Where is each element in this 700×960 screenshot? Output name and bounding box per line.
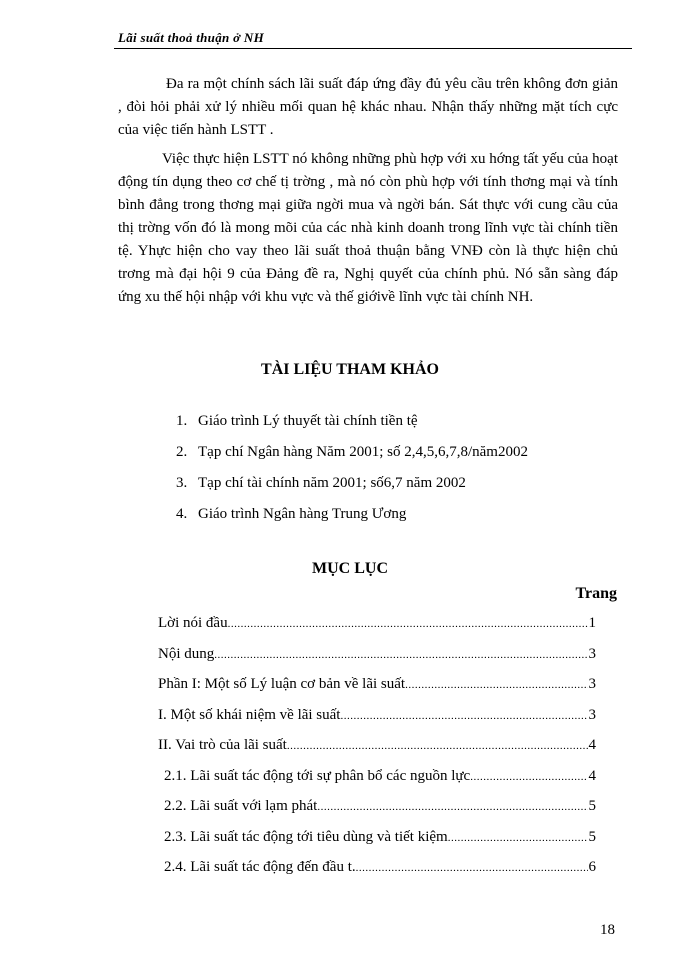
reference-text: Tạp chí tài chính năm 2001; số6,7 năm 2002 xyxy=(198,475,466,491)
paragraph-2: Việc thực hiện LSTT nó không những phù hợp với xu hớng tất yếu của hoạt động tín dụng theo cơ chế tị trờng , mà nó còn phù hợp với tính thơng mại và tính bình đẳng trong thơng mại giữa ngời mua và ngời bán. Sát thực với cung cầu của thị trờng vốn đó là mong mõi của các nhà kinh doanh trong lĩnh vực tài chính tiền tệ. Yhực hiện cho vay theo lãi suất thoả thuận bằng VNĐ còn là thực hiện chủ trơng mà đại hội 9 của Đảng đề ra, Nghị quyết của chính phủ. Nó sẵn sàng đáp ứng xu thế hội nhập với khu vực và thế giớivề lĩnh vực tài chính NH. xyxy=(118,151,618,305)
reference-item: 2. Tạp chí Ngân hàng Năm 2001; số 2,4,5,6,7,8/năm2002 xyxy=(176,444,528,460)
reference-text: Giáo trình Lý thuyết tài chính tiền tệ xyxy=(198,413,418,429)
dot-leader xyxy=(287,735,588,757)
reference-item: 3. Tạp chí tài chính năm 2001; số6,7 năm 2002 xyxy=(176,475,466,491)
toc-entry: 2.2. Lãi suất với lạm phát ..... 5 xyxy=(158,795,596,826)
toc-entry: 2.1. Lãi suất tác động tới sự phân bổ các nguồn lực ..... 4 xyxy=(158,765,596,796)
toc-entry: I. Một số khái niệm về lãi suất ..... 3 xyxy=(158,704,596,735)
references-heading: TÀI LIỆU THAM KHẢO xyxy=(261,361,439,378)
running-header: Lãi suất thoả thuận ở NH xyxy=(118,30,265,45)
table-of-contents xyxy=(158,612,596,887)
toc-page-column-header: Trang xyxy=(575,585,617,602)
paragraph-1: Đa ra một chính sách lãi suất đáp ứng đầy đủ yêu cầu trên không đơn giản , đòi hỏi phải xử lý nhiều mối quan hệ khác nhau. Nhận thấy những mặt tích cực của việc tiến hành LSTT . xyxy=(118,76,618,138)
toc-entry: II. Vai trò của lãi suất ..... 4 xyxy=(158,734,596,765)
dot-leader xyxy=(228,613,588,635)
header-rule xyxy=(114,48,632,49)
toc-entry: Nội dung ..... 3 xyxy=(158,643,596,674)
toc-entry: Lời nói đầu ..... 1 xyxy=(158,612,596,643)
dot-leader xyxy=(317,796,587,818)
page-number: 18 xyxy=(600,922,615,938)
reference-item: 4. Giáo trình Ngân hàng Trung Ương xyxy=(176,506,407,522)
reference-item: 1. Giáo trình Lý thuyết tài chính tiền tệ xyxy=(176,413,418,429)
dot-leader xyxy=(448,827,588,849)
reference-text: Giáo trình Ngân hàng Trung Ương xyxy=(198,506,407,522)
references-list xyxy=(176,410,528,534)
dot-leader xyxy=(405,674,587,696)
toc-entry: 2.4. Lãi suất tác động đến đầu t. ..... 6 xyxy=(158,856,596,887)
toc-entry: 2.3. Lãi suất tác động tới tiêu dùng và tiết kiệm ..... 5 xyxy=(158,826,596,857)
toc-heading: MỤC LỤC xyxy=(312,560,388,577)
dot-leader xyxy=(470,766,587,788)
dot-leader xyxy=(356,857,588,879)
dot-leader xyxy=(340,705,587,727)
toc-entry: Phần I: Một số Lý luận cơ bản về lãi suất ..... 3 xyxy=(158,673,596,704)
dot-leader xyxy=(214,644,587,666)
reference-text: Tạp chí Ngân hàng Năm 2001; số 2,4,5,6,7,8/năm2002 xyxy=(198,444,528,460)
